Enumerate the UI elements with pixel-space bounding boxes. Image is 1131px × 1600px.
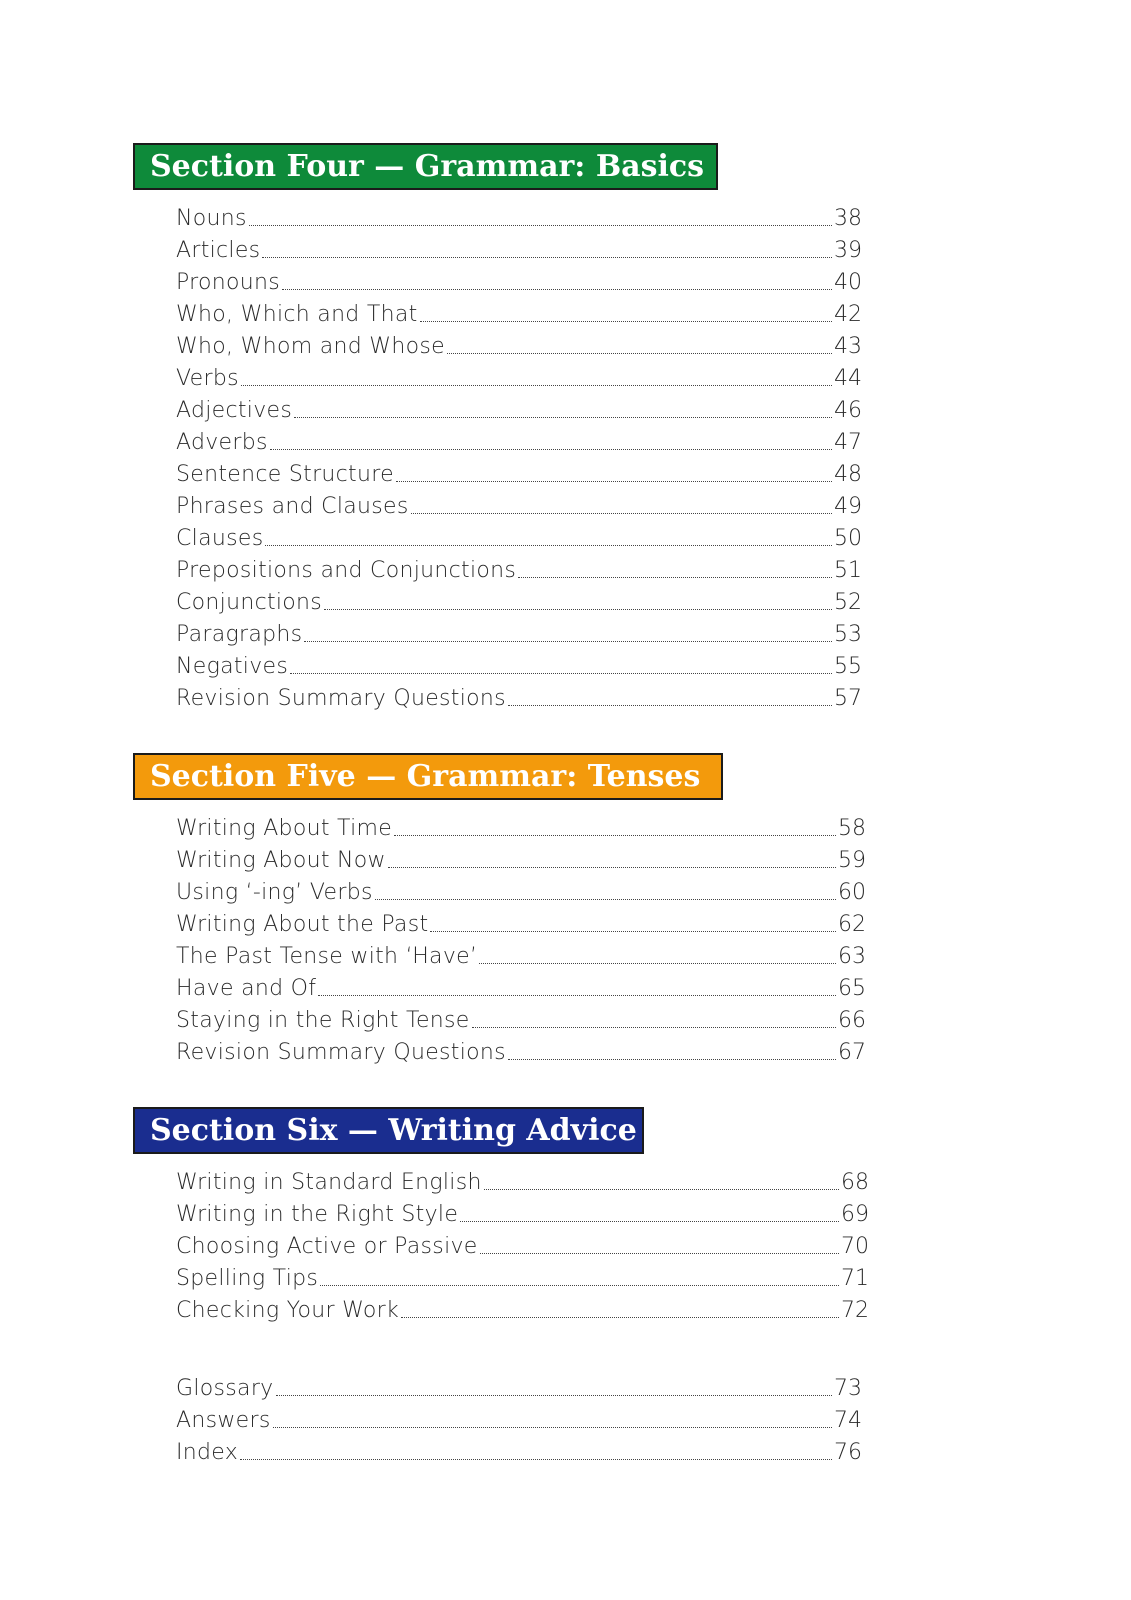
toc-entry[interactable]: [176, 393, 862, 425]
toc-entry[interactable]: [176, 553, 862, 585]
toc-entry[interactable]: [176, 1197, 869, 1229]
entry-page-number: 58: [838, 816, 866, 841]
entry-title: Who, Whom and Whose: [176, 334, 445, 359]
toc-entry[interactable]: [176, 1293, 869, 1325]
dot-leader: [375, 899, 836, 900]
toc-entry[interactable]: [176, 297, 862, 329]
dot-leader: [324, 609, 832, 610]
dot-leader: [508, 705, 832, 706]
entry-title: Articles: [176, 238, 261, 263]
toc-entry[interactable]: [176, 585, 862, 617]
entry-title: Phrases and Clauses: [176, 494, 409, 519]
toc-entry[interactable]: [176, 681, 862, 713]
toc-entry[interactable]: [176, 1435, 862, 1467]
entry-title: Sentence Structure: [176, 462, 394, 487]
entry-title: Pronouns: [176, 270, 281, 295]
dot-leader: [262, 257, 832, 258]
entry-page-number: 57: [834, 686, 862, 711]
entry-page-number: 42: [834, 302, 862, 327]
entry-page-number: 69: [841, 1202, 869, 1227]
entry-page-number: 52: [834, 590, 862, 615]
entry-title: Choosing Active or Passive: [176, 1234, 478, 1259]
entry-page-number: 51: [834, 558, 862, 583]
entry-page-number: 47: [834, 430, 862, 455]
entry-title: Writing About the Past: [176, 912, 429, 937]
dot-leader: [430, 931, 836, 932]
entry-page-number: 59: [838, 848, 866, 873]
dot-leader: [396, 481, 832, 482]
entry-title: The Past Tense with ‘Have’: [176, 944, 478, 969]
entry-page-number: 68: [841, 1170, 869, 1195]
entry-title: Adjectives: [176, 398, 293, 423]
toc-entry[interactable]: [176, 1403, 862, 1435]
toc-entry[interactable]: [176, 811, 866, 843]
toc-entry[interactable]: [176, 617, 862, 649]
toc-entry[interactable]: [176, 265, 862, 297]
entry-page-number: 72: [841, 1298, 869, 1323]
toc-entry[interactable]: [176, 1371, 862, 1403]
toc-entry[interactable]: [176, 1035, 866, 1067]
dot-leader: [273, 1427, 832, 1428]
entry-page-number: 55: [834, 654, 862, 679]
entry-page-number: 48: [834, 462, 862, 487]
entry-page-number: 49: [834, 494, 862, 519]
entry-title: Revision Summary Questions: [176, 1040, 506, 1065]
toc-entry[interactable]: [176, 521, 862, 553]
section-six-entries: [176, 1165, 869, 1325]
dot-leader: [282, 289, 832, 290]
entry-title: Writing in Standard English: [176, 1170, 482, 1195]
entry-title: Prepositions and Conjunctions: [176, 558, 517, 583]
dot-leader: [241, 385, 832, 386]
section-five-entries: [176, 811, 866, 1067]
entry-page-number: 76: [834, 1440, 862, 1465]
entry-title: Glossary: [176, 1376, 274, 1401]
dot-leader: [318, 995, 836, 996]
entry-title: Negatives: [176, 654, 289, 679]
entry-title: Revision Summary Questions: [176, 686, 506, 711]
section-four-title: Section Four — Grammar: Basics: [150, 149, 705, 184]
entry-page-number: 60: [838, 880, 866, 905]
toc-entry[interactable]: [176, 843, 866, 875]
entry-title: Writing About Time: [176, 816, 393, 841]
entry-title: Who, Which and That: [176, 302, 418, 327]
toc-entry[interactable]: [176, 201, 862, 233]
dot-leader: [401, 1317, 839, 1318]
toc-entry[interactable]: [176, 457, 862, 489]
dot-leader: [508, 1059, 836, 1060]
dot-leader: [420, 321, 832, 322]
entry-title: Verbs: [176, 366, 239, 391]
entry-title: Clauses: [176, 526, 264, 551]
entry-page-number: 46: [834, 398, 862, 423]
section-six-title: Section Six — Writing Advice: [150, 1113, 637, 1148]
dot-leader: [276, 1395, 833, 1396]
entry-page-number: 67: [838, 1040, 866, 1065]
entry-title: Checking Your Work: [176, 1298, 399, 1323]
entry-page-number: 63: [838, 944, 866, 969]
toc-entry[interactable]: [176, 1003, 866, 1035]
entry-title: Writing About Now: [176, 848, 386, 873]
entry-page-number: 39: [834, 238, 862, 263]
entry-title: Spelling Tips: [176, 1266, 319, 1291]
section-five-header: [133, 753, 723, 800]
entry-title: Conjunctions: [176, 590, 323, 615]
section-four-header: [133, 143, 718, 190]
entry-page-number: 38: [834, 206, 862, 231]
section-five-title: Section Five — Grammar: Tenses: [150, 759, 701, 794]
entry-page-number: 65: [838, 976, 866, 1001]
dot-leader: [394, 835, 836, 836]
entry-title: Have and Of: [176, 976, 317, 1001]
entry-page-number: 71: [841, 1266, 869, 1291]
toc-entry[interactable]: [176, 649, 862, 681]
toc-entry[interactable]: [176, 361, 862, 393]
toc-entry[interactable]: [176, 489, 862, 521]
toc-entry[interactable]: [176, 425, 862, 457]
entry-page-number: 73: [834, 1376, 862, 1401]
dot-leader: [304, 641, 832, 642]
entry-page-number: 74: [834, 1408, 862, 1433]
dot-leader: [411, 513, 832, 514]
toc-entry[interactable]: [176, 939, 866, 971]
entry-page-number: 62: [838, 912, 866, 937]
dot-leader: [270, 449, 832, 450]
section-four-entries: [176, 201, 862, 713]
entry-page-number: 70: [841, 1234, 869, 1259]
entry-title: Writing in the Right Style: [176, 1202, 459, 1227]
entry-title: Staying in the Right Tense: [176, 1008, 470, 1033]
entry-page-number: 40: [834, 270, 862, 295]
dot-leader: [249, 225, 832, 226]
toc-entry[interactable]: [176, 875, 866, 907]
entry-title: Answers: [176, 1408, 271, 1433]
toc-entry[interactable]: [176, 329, 862, 361]
dot-leader: [290, 673, 832, 674]
entry-title: Paragraphs: [176, 622, 303, 647]
toc-entry[interactable]: [176, 907, 866, 939]
dot-leader: [447, 353, 832, 354]
toc-entry[interactable]: [176, 233, 862, 265]
dot-leader: [484, 1189, 839, 1190]
entry-title: Using ‘-ing’ Verbs: [176, 880, 373, 905]
entry-page-number: 50: [834, 526, 862, 551]
entry-page-number: 66: [838, 1008, 866, 1033]
toc-entry[interactable]: [176, 971, 866, 1003]
dot-leader: [294, 417, 832, 418]
toc-entry[interactable]: [176, 1165, 869, 1197]
dot-leader: [265, 545, 832, 546]
entry-title: Nouns: [176, 206, 247, 231]
toc-entry[interactable]: [176, 1229, 869, 1261]
dot-leader: [472, 1027, 836, 1028]
entry-title: Adverbs: [176, 430, 268, 455]
dot-leader: [240, 1459, 832, 1460]
entry-page-number: 44: [834, 366, 862, 391]
entry-page-number: 43: [834, 334, 862, 359]
toc-entry[interactable]: [176, 1261, 869, 1293]
dot-leader: [479, 963, 836, 964]
section-six-header: [133, 1107, 644, 1154]
dot-leader: [388, 867, 836, 868]
entry-title: Index: [176, 1440, 239, 1465]
dot-leader: [320, 1285, 839, 1286]
entry-page-number: 53: [834, 622, 862, 647]
back-matter-entries: [176, 1371, 862, 1467]
dot-leader: [480, 1253, 839, 1254]
dot-leader: [518, 577, 832, 578]
dot-leader: [460, 1221, 839, 1222]
